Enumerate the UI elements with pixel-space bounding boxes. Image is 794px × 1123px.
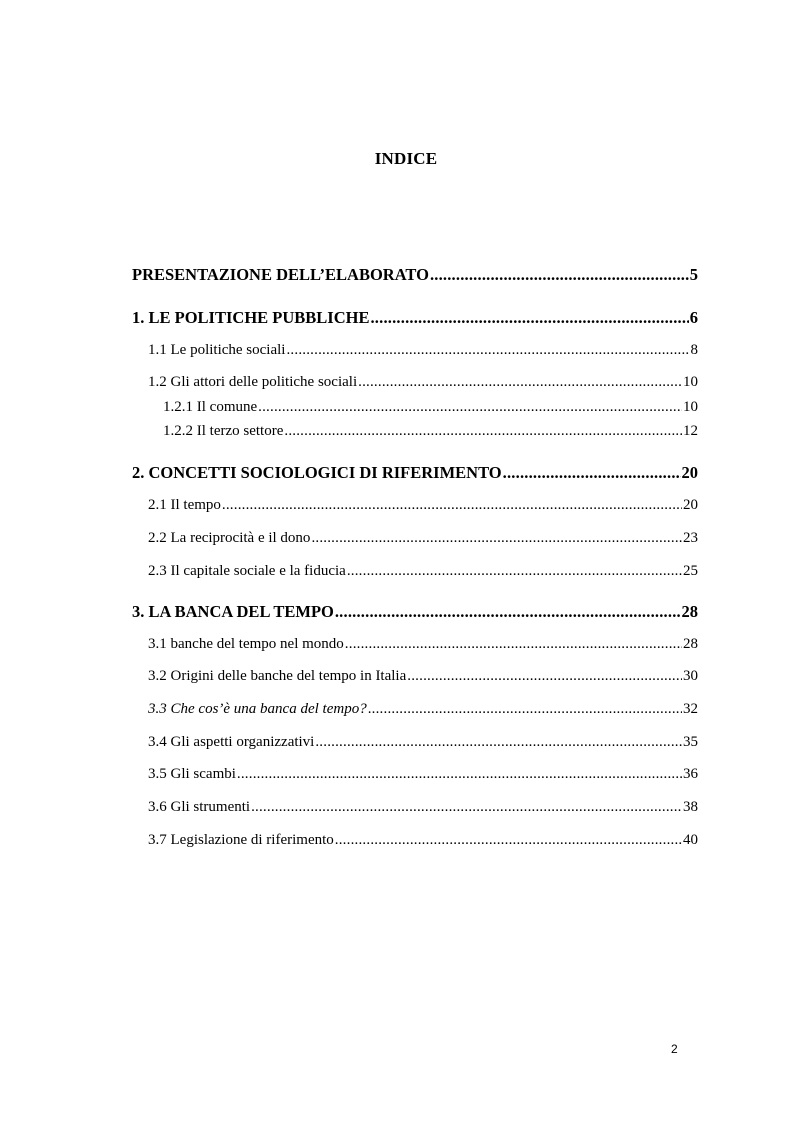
toc-entry-page: 40 (683, 832, 698, 848)
toc-entry-page: 10 (683, 399, 698, 415)
toc-entry-label: 3.6 Gli strumenti (148, 799, 251, 815)
toc-entry[interactable] (132, 397, 698, 417)
toc-entry[interactable] (132, 462, 698, 484)
toc-leader-dots (370, 307, 688, 329)
toc-leader-dots (335, 601, 681, 623)
toc-entry-label: 3.2 Origini delle banche del tempo in Italia (148, 668, 407, 684)
toc-entry-page: 32 (683, 701, 698, 717)
toc-entry[interactable] (132, 421, 698, 441)
toc-leader-dots (503, 462, 681, 484)
toc-entry-page: 38 (683, 799, 698, 815)
toc-leader-dots (347, 561, 682, 581)
toc-entry[interactable] (132, 372, 698, 392)
toc-entry-page: 12 (683, 423, 698, 439)
toc-entry-page: 20 (681, 463, 698, 482)
toc-entry[interactable] (132, 528, 698, 548)
page-number: 2 (671, 1042, 678, 1056)
toc-entry-label: 2.2 La reciprocità e il dono (148, 530, 311, 546)
toc-entry-page: 8 (690, 342, 698, 358)
toc-entry[interactable] (132, 797, 698, 817)
toc-entry-label: 3. LA BANCA DEL TEMPO (132, 602, 334, 621)
toc-entry-page: 25 (683, 563, 698, 579)
toc-entry-page: 35 (683, 734, 698, 750)
toc-entry[interactable] (132, 699, 698, 719)
toc-leader-dots (315, 732, 682, 752)
toc-leader-dots (430, 264, 689, 286)
toc-entry[interactable] (132, 634, 698, 654)
toc-entry[interactable] (132, 340, 698, 360)
toc-leader-dots (358, 372, 682, 392)
toc-entry-page: 28 (681, 602, 698, 621)
toc-entry[interactable] (132, 264, 698, 286)
toc-entry-label: 3.3 Che cos’è una banca del tempo? (148, 701, 367, 717)
toc-entry-page: 28 (683, 636, 698, 652)
toc-entry-page: 6 (689, 308, 698, 327)
toc-entry-label: 1. LE POLITICHE PUBBLICHE (132, 308, 370, 327)
toc-leader-dots (407, 666, 682, 686)
toc-entry-page: 10 (683, 374, 698, 390)
toc-entry-label: 3.4 Gli aspetti organizzativi (148, 734, 315, 750)
toc-entry-page: 36 (683, 766, 698, 782)
toc-entry-label: 1.2.2 Il terzo settore (163, 423, 284, 439)
toc-entry-label: 1.2 Gli attori delle politiche sociali (148, 374, 358, 390)
toc-leader-dots (237, 764, 682, 784)
toc-entry-label: 1.1 Le politiche sociali (148, 342, 286, 358)
toc-entry-page: 5 (689, 265, 698, 284)
toc-entry-label: 3.5 Gli scambi (148, 766, 236, 782)
toc-entry[interactable] (132, 495, 698, 515)
toc-entry-label: 3.7 Legislazione di riferimento (148, 832, 334, 848)
toc-entry[interactable] (132, 561, 698, 581)
toc-leader-dots (222, 495, 682, 515)
toc-leader-dots (311, 528, 682, 548)
toc-entry[interactable] (132, 666, 698, 686)
toc-entry-label: PRESENTAZIONE DELL’ELABORATO (132, 265, 429, 284)
toc-entry-page: 23 (683, 530, 698, 546)
toc-leader-dots (345, 634, 682, 654)
toc-entry-label: 2.3 Il capitale sociale e la fiducia (148, 563, 346, 579)
toc-entry[interactable] (132, 764, 698, 784)
toc-leader-dots (251, 797, 682, 817)
toc-entry[interactable] (132, 830, 698, 850)
toc-entry-page: 20 (683, 497, 698, 513)
toc-leader-dots (368, 699, 682, 719)
toc-entry[interactable] (132, 601, 698, 623)
toc-leader-dots (284, 421, 682, 441)
toc-entry-label: 3.1 banche del tempo nel mondo (148, 636, 344, 652)
toc-leader-dots (286, 340, 689, 360)
toc-entry-label: 2.1 Il tempo (148, 497, 221, 513)
toc-entry-label: 1.2.1 Il comune (163, 399, 258, 415)
toc-entry-label: 2. CONCETTI SOCIOLOGICI DI RIFERIMENTO (132, 463, 502, 482)
toc-entry-page: 30 (683, 668, 698, 684)
toc-leader-dots (258, 397, 682, 417)
toc-entry[interactable] (132, 307, 698, 329)
toc-leader-dots (335, 830, 682, 850)
toc-entry[interactable] (132, 732, 698, 752)
page-title: INDICE (374, 149, 438, 168)
